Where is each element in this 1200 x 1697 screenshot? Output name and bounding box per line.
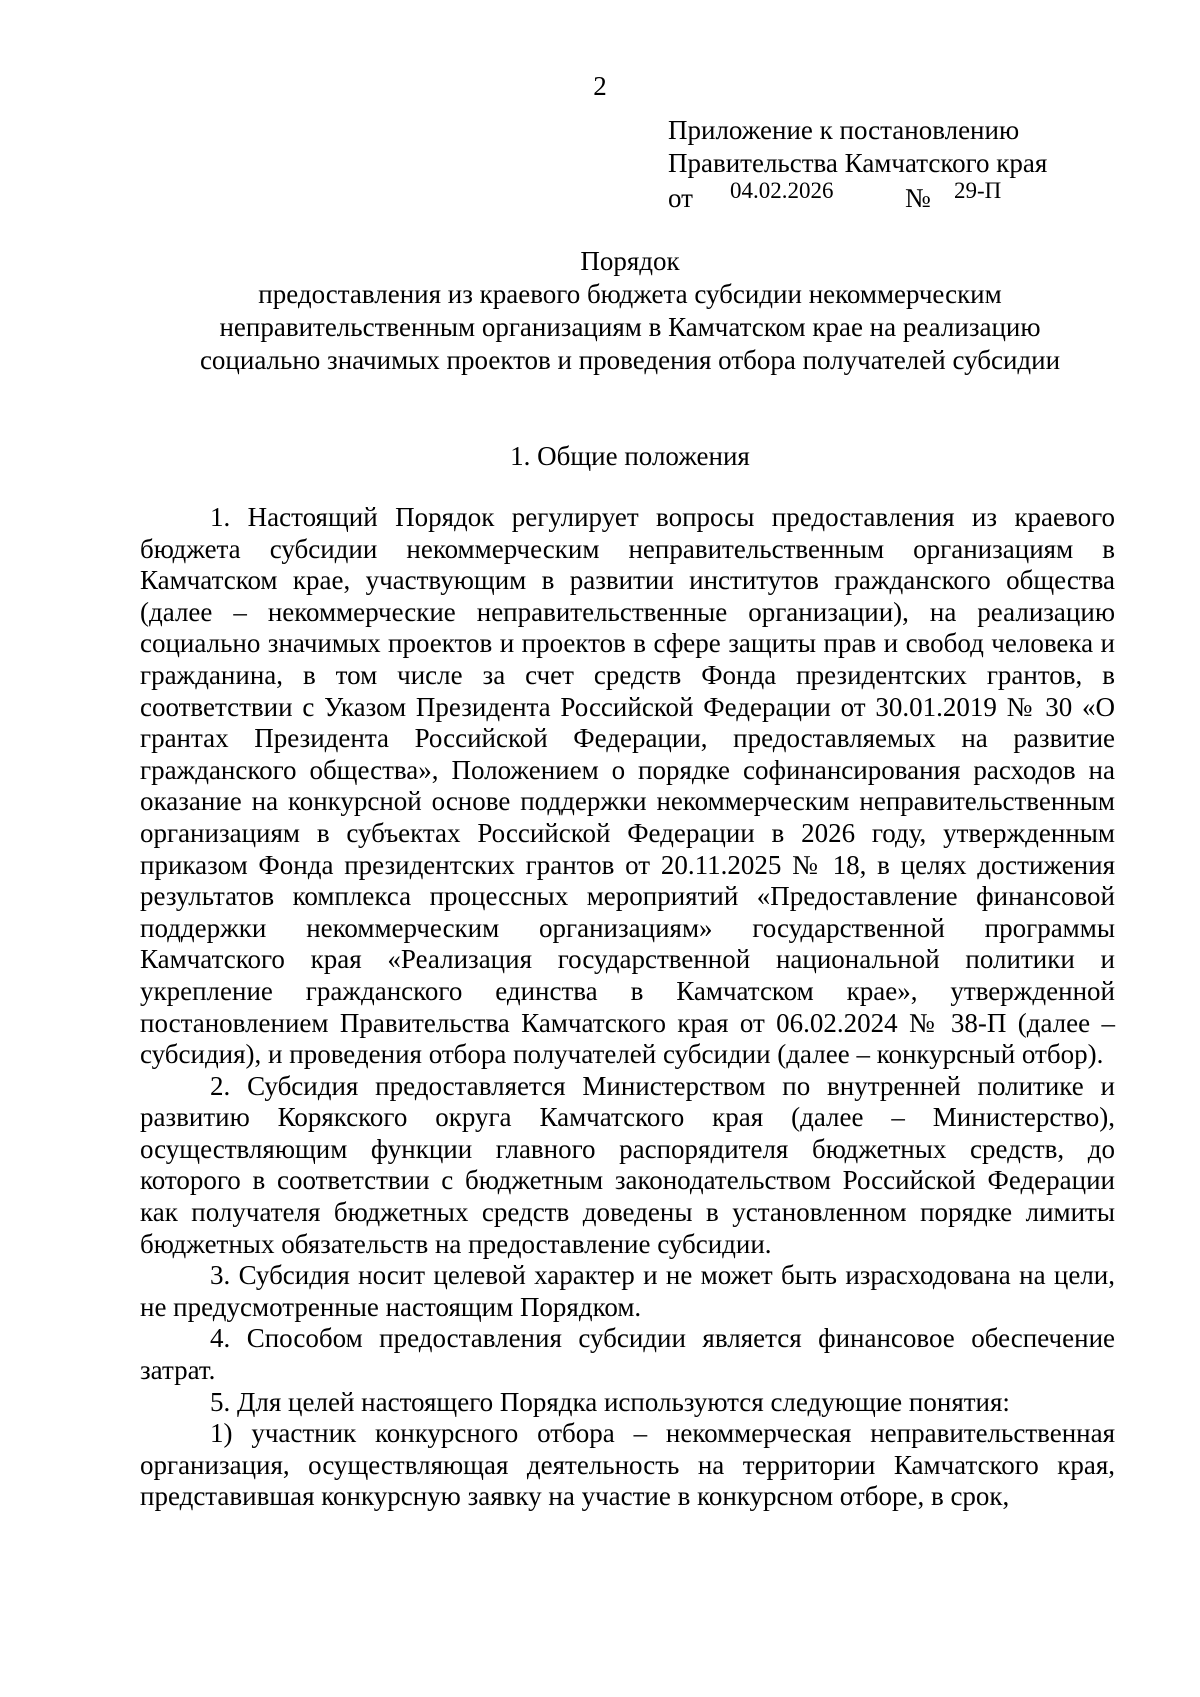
- paragraph-2: 2. Субсидия предоставляется Министерством по внутренней политике и развитию Корякского округа Камчатского края (далее – Министерство), осуществляющим функции главного распорядителя бюджетных средств, до которого в соответствии с бюджетным законодательством Российской Федерации как получателя бюджетных средств доведены в установленном порядке лимиты бюджетных обязательств на предоставление субсидии.: [140, 1070, 1115, 1259]
- resolution-number: 29-П: [954, 178, 1002, 203]
- title-line-2: предоставления из краевого бюджета субсидии некоммерческим: [258, 279, 1002, 309]
- paragraph-1: 1. Настоящий Порядок регулирует вопросы предоставления из краевого бюджета субсидии некоммерческим неправительственным организациям в Камчатском крае, участвующим в развитии институтов гражданского общества (далее – некоммерческие неправительственные организации), на реализацию социально значимых проектов и проектов в сфере защиты прав и свобод человека и гражданина, в том числе за счет средств Фонда президентских грантов, в соответствии с Указом Президента Российской Федерации от 30.01.2019 № 30 «О грантах Президента Российской Федерации, предоставляемых на развитие гражданского общества», Положением о порядке софинансирования расходов на оказание на конкурсной основе поддержки некоммерческим неправительственным организациям в субъектах Российской Федерации в 2026 году, утвержденным приказом Фонда президентских грантов от 20.11.2025 № 18, в целях достижения результатов комплекса процессных мероприятий «Предоставление финансовой поддержки некоммерческим организациям» государственной программы Камчатского края «Реализация государственной национальной политики и укрепление гражданского единства в Камчатском крае», утвержденной постановлением Правительства Камчатского края от 06.02.2024 № 38-П (далее – субсидия), и проведения отбора получателей субсидии (далее – конкурсный отбор).: [140, 502, 1115, 1070]
- page-number: 2: [593, 71, 607, 101]
- resolution-date: 04.02.2026: [730, 178, 834, 203]
- paragraph-6: 1) участник конкурсного отбора – некоммерческая неправительственная организация, осуществляющая деятельность на территории Камчатского края, представившая конкурсную заявку на участие в конкурсном отборе, в срок,: [140, 1418, 1115, 1512]
- paragraph-3: 3. Субсидия носит целевой характер и не может быть израсходована на цели, не предусмотренные настоящим Порядком.: [140, 1260, 1115, 1322]
- paragraph-5: 5. Для целей настоящего Порядка используются следующие понятия:: [210, 1386, 1010, 1417]
- title-line-1: Порядок: [580, 246, 680, 276]
- title-line-3: неправительственным организациям в Камчатском крае на реализацию: [219, 312, 1041, 342]
- appendix-signature-line: [668, 180, 1088, 216]
- appendix-line-2: Правительства Камчатского края: [668, 148, 1048, 178]
- title-line-4: социально значимых проектов и проведения отбора получателей субсидии: [199, 345, 1061, 375]
- appendix-line-1: Приложение к постановлению: [668, 115, 1020, 145]
- document-body: [140, 502, 1115, 1513]
- section-heading: 1. Общие положения: [510, 441, 750, 471]
- document-title: [140, 245, 1120, 377]
- from-label: от: [668, 183, 693, 213]
- appendix-header: [668, 114, 1088, 216]
- paragraph-4: 4. Способом предоставления субсидии является финансовое обеспечение затрат.: [140, 1323, 1115, 1386]
- number-label: №: [905, 183, 931, 213]
